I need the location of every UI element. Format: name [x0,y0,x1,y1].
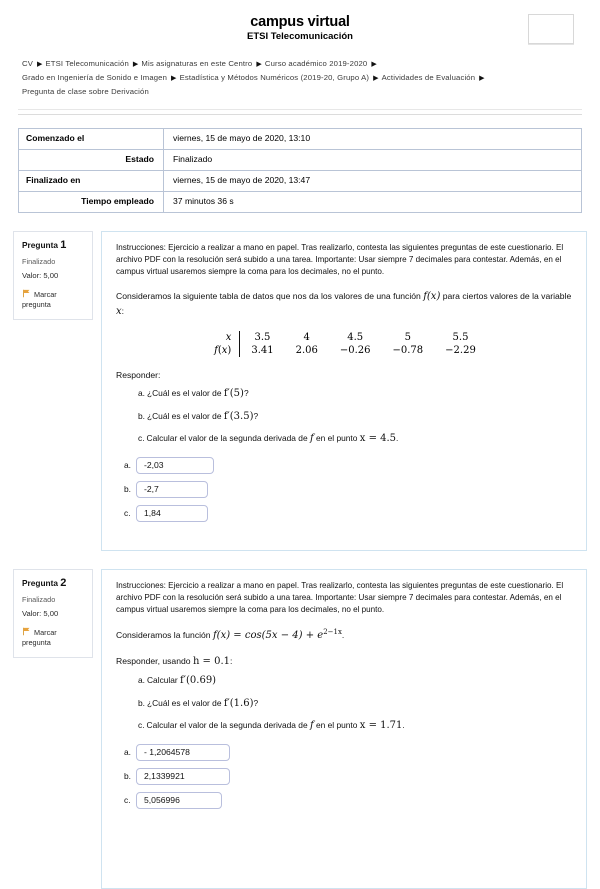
table-row [19,128,582,149]
answer-row-2c [116,792,574,809]
flag-question-2[interactable] [22,627,86,649]
answer-row-2b [116,768,574,785]
subquestion-text-mid: en el punto [313,720,360,731]
function-expression: f(x) = cos(5x − 4) + e [212,630,324,642]
question-state-1: Finalizado [22,256,56,266]
breadcrumb-item-current: Pregunta de clase sobre Derivación [22,87,149,97]
table-row [19,191,582,212]
flag-label-line2: pregunta [22,638,51,648]
intro-text-before: Consideramos la función [116,630,213,641]
data-cell-fx-0: 3.41 [251,345,274,357]
question-index: 2 [60,576,67,589]
data-cell-x-1: 4 [303,332,310,344]
subquestion-math: f [309,720,314,732]
question-intro-1 [116,289,574,319]
subquestion-text-after: ? [243,388,249,399]
summary-value-comenzado: viernes, 15 de mayo de 2020, 13:10 [164,128,582,149]
function-data-table-wrap [116,331,574,357]
subquestion-math: f′(0.69) [180,675,217,687]
breadcrumb-item-curso[interactable]: Curso académico 2019-2020 [264,58,368,68]
answer-label-1c: c. [124,508,131,519]
answer-input-1a[interactable] [136,457,214,474]
breadcrumb-divider-secondary [18,114,582,115]
question-grade-2: Valor: 5,00 [22,608,59,618]
data-row-label-x: x [203,331,240,344]
answer-input-2a[interactable] [136,744,230,761]
subquestion-2a [138,674,574,689]
subquestion-lead: b. [138,697,145,708]
breadcrumb-divider [18,109,582,110]
breadcrumb [22,57,578,99]
flag-question-1[interactable] [22,289,86,311]
subquestion-text-after: ? [253,410,259,421]
subquestion-1b [138,410,574,425]
question-grade-1: Valor: 5,00 [22,270,59,280]
subquestion-1a [138,387,574,402]
breadcrumb-item-mis-asignaturas[interactable]: Mis asignaturas en este Centro [141,58,253,68]
subquestion-list-1 [116,387,574,447]
attempt-summary-table [18,128,582,213]
question-label: Pregunta [22,577,58,588]
answer-input-1b[interactable] [136,481,208,498]
subquestion-text: Calcular el valor de la segunda derivada de [146,720,310,731]
intro-text-before: Consideramos la siguiente tabla de datos que nos da los valores de una función [116,291,424,302]
subquestion-text: ¿Cuál es el valor de [147,410,224,421]
subquestion-math-2: x = 4.5 [359,433,397,445]
subquestion-math: f′(1.6) [223,697,254,709]
subquestion-lead: c. [138,433,145,444]
breadcrumb-separator-icon: ▶ [132,60,139,68]
subquestion-lead: a. [138,388,145,399]
subquestion-text: ¿Cuál es el valor de [147,388,224,399]
breadcrumb-item-cv[interactable]: CV [22,58,33,68]
subquestion-math: f′(5) [223,388,244,400]
subquestion-2c [138,719,574,734]
data-cell-x-4: 5.5 [452,332,469,344]
question-label: Pregunta [22,239,58,250]
intro-text-middle: para ciertos valores de la variable [440,291,572,302]
intro-text-after: . [341,630,345,641]
table-row [203,344,487,357]
responder-label-1: Responder: [116,370,161,381]
question-info-panel-2 [13,569,93,658]
breadcrumb-item-asignatura[interactable]: Estadística y Métodos Numéricos (2019-20, Grupo A) [179,72,370,82]
question-content-1 [101,231,587,551]
question-instructions-2: Instrucciones: Ejercicio a realizar a mano en papel. Tras realizarlo, contesta las siguientes preguntas de este cuestionario. El archivo PDF con la resolución será subido a una tarea. Importante: Usar siempre 7 decimales para contestar. Además, en el campus virtual usaremos siempre la coma para los decimales, no el punto. [116,580,564,615]
answer-label-1a: a. [124,460,131,471]
answer-row-2a [116,744,574,761]
breadcrumb-item-grado[interactable]: Grado en Ingeniería de Sonido e Imagen [22,72,168,82]
data-cell-x-3: 5 [404,332,412,344]
responder-math-h: h = 0.1 [192,656,231,668]
question-number-2 [22,577,86,590]
data-cell-fx-2: −0.26 [339,345,371,357]
function-data-table [203,331,487,357]
subquestion-text: Calcular [147,675,181,686]
subquestion-2b [138,697,574,712]
answer-input-2b[interactable] [136,768,230,785]
answer-group-2 [116,744,574,809]
answer-input-1c[interactable] [136,505,208,522]
question-state-2: Finalizado [22,594,56,604]
breadcrumb-separator-icon: ▶ [256,60,262,68]
brand-subtitle: ETSI Telecomunicación [247,30,353,42]
data-cell-fx-1: 2.06 [295,345,318,357]
intro-math-x: x [116,306,122,318]
table-row [19,149,582,170]
question-content-2 [101,569,587,889]
question-index: 1 [60,238,67,251]
intro-text-after: : [121,306,125,317]
flag-label-line1: Marcar [34,627,57,637]
breadcrumb-item-etsi[interactable]: ETSI Telecomunicación [45,58,129,68]
summary-label-tiempo: Tiempo empleado [19,191,164,212]
subquestion-math: f′(3.5) [223,410,254,422]
page-header [0,0,600,43]
data-cell-x-2: 4.5 [347,332,364,344]
subquestion-math-2: x = 1.71 [359,720,403,732]
question-instructions-1: Instrucciones: Ejercicio a realizar a mano en papel. Tras realizarlo, contesta las siguientes preguntas de este cuestionario. El archivo PDF con la resolución será subido a una tarea. Importante: Usar siempre 7 decimales para contestar. Además, en el campus virtual usaremos siempre la coma para los decimales, no el punto. [116,242,564,277]
subquestion-text-mid: en el punto [313,433,360,444]
subquestion-text: Calcular el valor de la segunda derivada de [146,433,310,444]
intro-math-fx: f(x) [423,291,441,303]
flag-label-line1: Marcar [34,289,57,299]
breadcrumb-separator-icon: ▶ [371,60,377,68]
subquestion-lead: c. [138,720,145,731]
responder-label-2 [116,656,574,667]
subquestion-text-after: . [402,720,405,731]
data-cell-x-0: 3.5 [254,332,271,344]
table-row [203,331,487,344]
subquestion-lead: a. [138,675,145,686]
data-row-label-fx: f(x) [203,344,240,357]
question-number-1 [22,239,86,252]
flag-label-line2: pregunta [22,300,51,310]
data-cell-fx-4: −2.29 [445,345,476,357]
function-exponent: 2−1x [323,628,342,637]
question-block-2 [13,569,587,889]
answer-label-2a: a. [124,747,131,758]
responder-text-after: : [230,656,233,667]
breadcrumb-separator-icon: ▶ [373,74,379,82]
data-cell-fx-3: −0.78 [392,345,424,357]
brand-title: campus virtual [250,14,350,30]
breadcrumb-separator-icon: ▶ [479,74,485,82]
answer-row-1a [116,457,574,474]
breadcrumb-item-actividades[interactable]: Actividades de Evaluación [381,72,476,82]
responder-text-before: Responder, usando [116,656,193,667]
subquestion-text: ¿Cuál es el valor de [147,697,224,708]
flag-icon [22,627,31,636]
subquestion-lead: b. [138,410,145,421]
table-row [19,170,582,191]
flag-icon [22,289,31,298]
subquestion-text-after: . [396,433,399,444]
question-block-1 [13,231,587,551]
summary-value-estado: Finalizado [164,149,582,170]
summary-value-finalizado: viernes, 15 de mayo de 2020, 13:47 [164,170,582,191]
answer-input-2c[interactable] [136,792,222,809]
answer-row-1b [116,481,574,498]
answer-row-1c [116,505,574,522]
subquestion-math: f [309,433,314,445]
summary-label-finalizado: Finalizado en [19,170,164,191]
summary-label-comenzado: Comenzado el [19,128,164,149]
subquestion-text-after: ? [253,697,259,708]
breadcrumb-separator-icon: ▶ [36,60,43,68]
subquestion-1c [138,432,574,447]
logo-placeholder [528,14,574,44]
summary-label-estado: Estado [19,149,164,170]
answer-group-1 [116,457,574,522]
breadcrumb-separator-icon: ▶ [171,74,177,82]
answer-label-2b: b. [124,771,131,782]
question-info-panel-1 [13,231,93,320]
summary-value-tiempo: 37 minutos 36 s [164,191,582,212]
answer-label-2c: c. [124,795,131,806]
question-intro-2 [116,627,574,643]
subquestion-list-2 [116,674,574,734]
answer-label-1b: b. [124,484,131,495]
